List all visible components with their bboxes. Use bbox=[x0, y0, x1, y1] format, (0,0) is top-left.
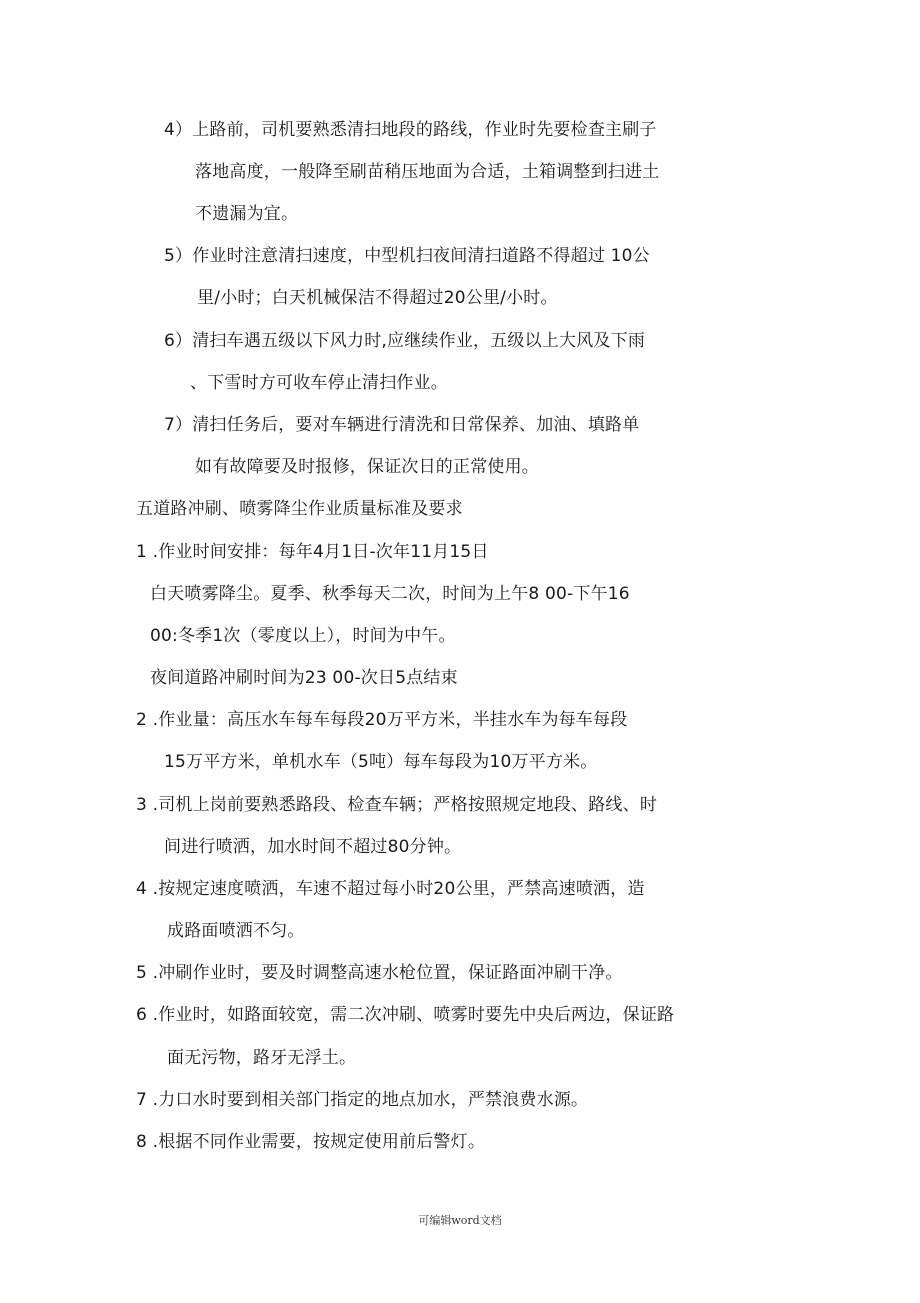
text-line: 白天喷雾降尘。夏季、秋季每天二次，时间为上午8 00-下午16 bbox=[150, 584, 630, 604]
text-line: 不遗漏为宜。 bbox=[195, 204, 299, 224]
text-line: 、下雪时方可收车停止清扫作业。 bbox=[190, 373, 448, 393]
text-line: 2 .作业量：高压水车每车每段20万平方米，半挂水车为每车每段 bbox=[136, 710, 628, 730]
text-line: 面无污物，路牙无浮土。 bbox=[167, 1048, 357, 1068]
text-line: 落地高度，一般降至刷苗稍压地面为合适，土箱调整到扫进土 bbox=[195, 162, 660, 182]
text-line: 6 .作业时，如路面较宽，需二次冲刷、喷雾时要先中央后两边，保证路 bbox=[136, 1005, 675, 1025]
page-footer: 可编辑word文档 bbox=[418, 1214, 502, 1227]
text-line: 夜间道路冲刷时间为23 00-次日5点结束 bbox=[150, 668, 458, 688]
text-line: 00:冬季1次（零度以上），时间为中午。 bbox=[150, 626, 456, 646]
text-line: 4）上路前，司机要熟悉清扫地段的路线，作业时先要检查主刷子 bbox=[164, 120, 657, 140]
text-line: 1 .作业时间安排：每年4月1日-次年11月15日 bbox=[136, 542, 489, 562]
text-line: 7 .力口水时要到相关部门指定的地点加水，严禁浪费水源。 bbox=[136, 1090, 589, 1110]
text-line: 里/小时；白天机械保洁不得超过20公里/小时。 bbox=[197, 288, 558, 308]
text-line: 3 .司机上岗前要熟悉路段、检查车辆；严格按照规定地段、路线、时 bbox=[136, 795, 658, 815]
text-line: 6）清扫车遇五级以下风力时,应继续作业，五级以上大风及下雨 bbox=[164, 331, 646, 351]
text-line: 8 .根据不同作业需要，按规定使用前后警灯。 bbox=[136, 1132, 486, 1152]
text-line: 5 .冲刷作业时，要及时调整高速水枪位置，保证路面冲刷干净。 bbox=[136, 963, 623, 983]
text-line: 15万平方米，单机水车（5吨）每车每段为10万平方米。 bbox=[164, 752, 598, 772]
text-line: 如有故障要及时报修，保证次日的正常使用。 bbox=[195, 457, 539, 477]
text-line: 间进行喷洒，加水时间不超过80分钟。 bbox=[164, 837, 462, 857]
text-line: 成路面喷洒不匀。 bbox=[167, 921, 305, 941]
section-heading: 五道路冲刷、喷雾降尘作业质量标准及要求 bbox=[136, 499, 463, 519]
text-line: 7）清扫任务后，要对车辆进行清洗和日常保养、加油、填路单 bbox=[164, 415, 640, 435]
text-line: 4 .按规定速度喷洒，车速不超过每小时20公里，严禁高速喷洒，造 bbox=[136, 879, 645, 899]
text-line: 5）作业时注意清扫速度，中型机扫夜间清扫道路不得超过 10公 bbox=[164, 246, 650, 266]
